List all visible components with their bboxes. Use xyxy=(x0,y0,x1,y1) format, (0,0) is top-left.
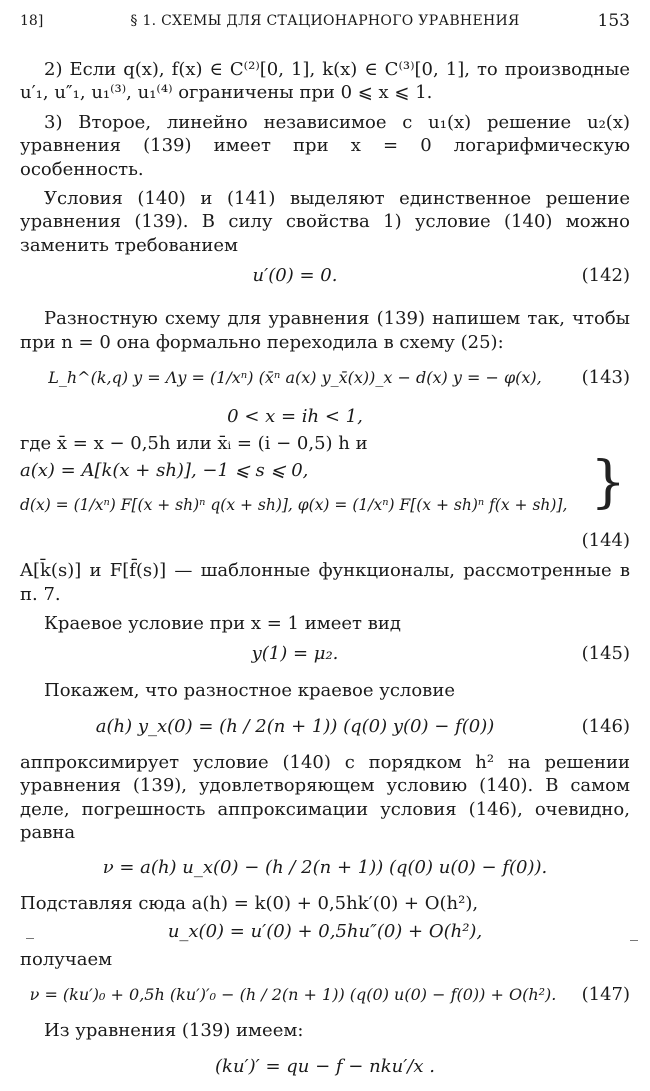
equation-145-number: (145) xyxy=(581,643,630,665)
paragraph-property-3: 3) Второе, линейно независимое с u₁(x) решение u₂(x) уравнения (139) имеет при x = 0 логарифмическую особенность. xyxy=(20,111,630,180)
equation-144-a: a(x) = A[k(x + sh)], −1 ⩽ s ⩽ 0, xyxy=(20,460,309,482)
equation-ux-body: u_x(0) = u′(0) + 0,5hu″(0) + O(h²), xyxy=(167,920,483,942)
equation-145 xyxy=(20,635,630,673)
equation-145-body: y(1) = μ₂. xyxy=(251,643,339,665)
equation-143-number: (143) xyxy=(581,366,630,388)
equation-146-body: a(h) y_x(0) = (h / 2(n + 1)) (q(0) y(0) − f(0)) xyxy=(95,715,495,737)
page-body xyxy=(20,58,630,1091)
header-section-ref: 18] xyxy=(20,13,44,29)
paragraph-functionals: A[k̄(s)] и F[f̄(s)] — шаблонные функционалы, рассмотренные в п. 7. xyxy=(20,560,630,605)
paragraph-we-get: получаем xyxy=(20,948,113,970)
equation-146 xyxy=(20,703,630,751)
equation-nu-body: ν = a(h) u_x(0) − (h / 2(n + 1)) (q(0) u(0) − f(0)). xyxy=(102,857,548,879)
margin-mark-left xyxy=(26,938,34,939)
paragraph-boundary: Краевое условие при x = 1 имеет вид xyxy=(44,613,401,635)
equation-147-number: (147) xyxy=(581,984,630,1006)
paragraph-difference-scheme: Разностную схему для уравнения (139) напишем так, чтобы при n = 0 она формально переходила в схему (25): xyxy=(20,308,630,353)
equation-142-body: u′(0) = 0. xyxy=(252,265,338,287)
paragraph-show: Покажем, что разностное краевое условие xyxy=(44,680,455,702)
equation-142 xyxy=(20,257,630,295)
equation-143-condition xyxy=(20,402,630,432)
paragraph-substituting: Подставляя сюда a(h) = k(0) + 0,5hk′(0) + O(h²), xyxy=(20,893,479,915)
paragraph-from-equation: Из уравнения (139) имеем: xyxy=(44,1020,304,1042)
equation-142-number: (142) xyxy=(581,265,630,287)
equation-144 xyxy=(20,450,630,553)
equation-146-number: (146) xyxy=(581,715,630,737)
equation-ku-derivative-body: (ku′)′ = qu − f − nku′/x . xyxy=(215,1055,435,1077)
equation-ux xyxy=(20,916,630,948)
equation-143-condition-body: 0 < x = ih < 1, xyxy=(227,405,363,427)
equation-nu xyxy=(20,844,630,892)
paragraph-approximates: аппроксимирует условие (140) с порядком h² на решении уравнения (139), удовлетворяющем условию (140). В самом деле, погрешность аппроксимации условия (146), очевидно, равна xyxy=(20,751,630,844)
equation-144-d: d(x) = (1/xⁿ) F[(x + sh)ⁿ q(x + sh)], φ(x) = (1/xⁿ) F[(x + sh)ⁿ f(x + sh)], xyxy=(20,496,568,515)
margin-mark-right xyxy=(630,940,638,941)
equation-143-body: L_h^(k,q) y = Λy = (1/xⁿ) (x̄ⁿ a(x) y_x̄(x))_x − d(x) y = − φ(x), xyxy=(48,367,542,387)
paragraph-property-2: 2) Если q(x), f(x) ∈ C⁽²⁾[0, 1], k(x) ∈ C⁽³⁾[0, 1], то производные u′₁, u″₁, u₁⁽³⁾, u₁⁽⁴⁾ ограничены при 0 ⩽ x ⩽ 1. xyxy=(20,59,630,104)
right-brace-glyph: } xyxy=(590,450,626,516)
header-title: § 1. СХЕМЫ ДЛЯ СТАЦИОНАРНОГО УРАВНЕНИЯ xyxy=(130,13,520,29)
equation-143 xyxy=(20,354,630,402)
equation-147 xyxy=(20,971,630,1019)
paragraph-conditions: Условия (140) и (141) выделяют единственное решение уравнения (139). В силу свойства 1) условие (140) можно заменить требованием xyxy=(20,187,630,256)
equation-144-number: (144) xyxy=(581,530,630,552)
page-number: 153 xyxy=(597,11,630,31)
equation-147-body: ν = (ku′)₀ + 0,5h (ku′)′₀ − (h / 2(n + 1)) (q(0) u(0) − f(0)) + O(h²). xyxy=(29,985,557,1005)
running-header xyxy=(20,10,630,36)
paragraph-where: где x̄ = x − 0,5h или x̄ᵢ = (i − 0,5) h и xyxy=(20,432,368,454)
